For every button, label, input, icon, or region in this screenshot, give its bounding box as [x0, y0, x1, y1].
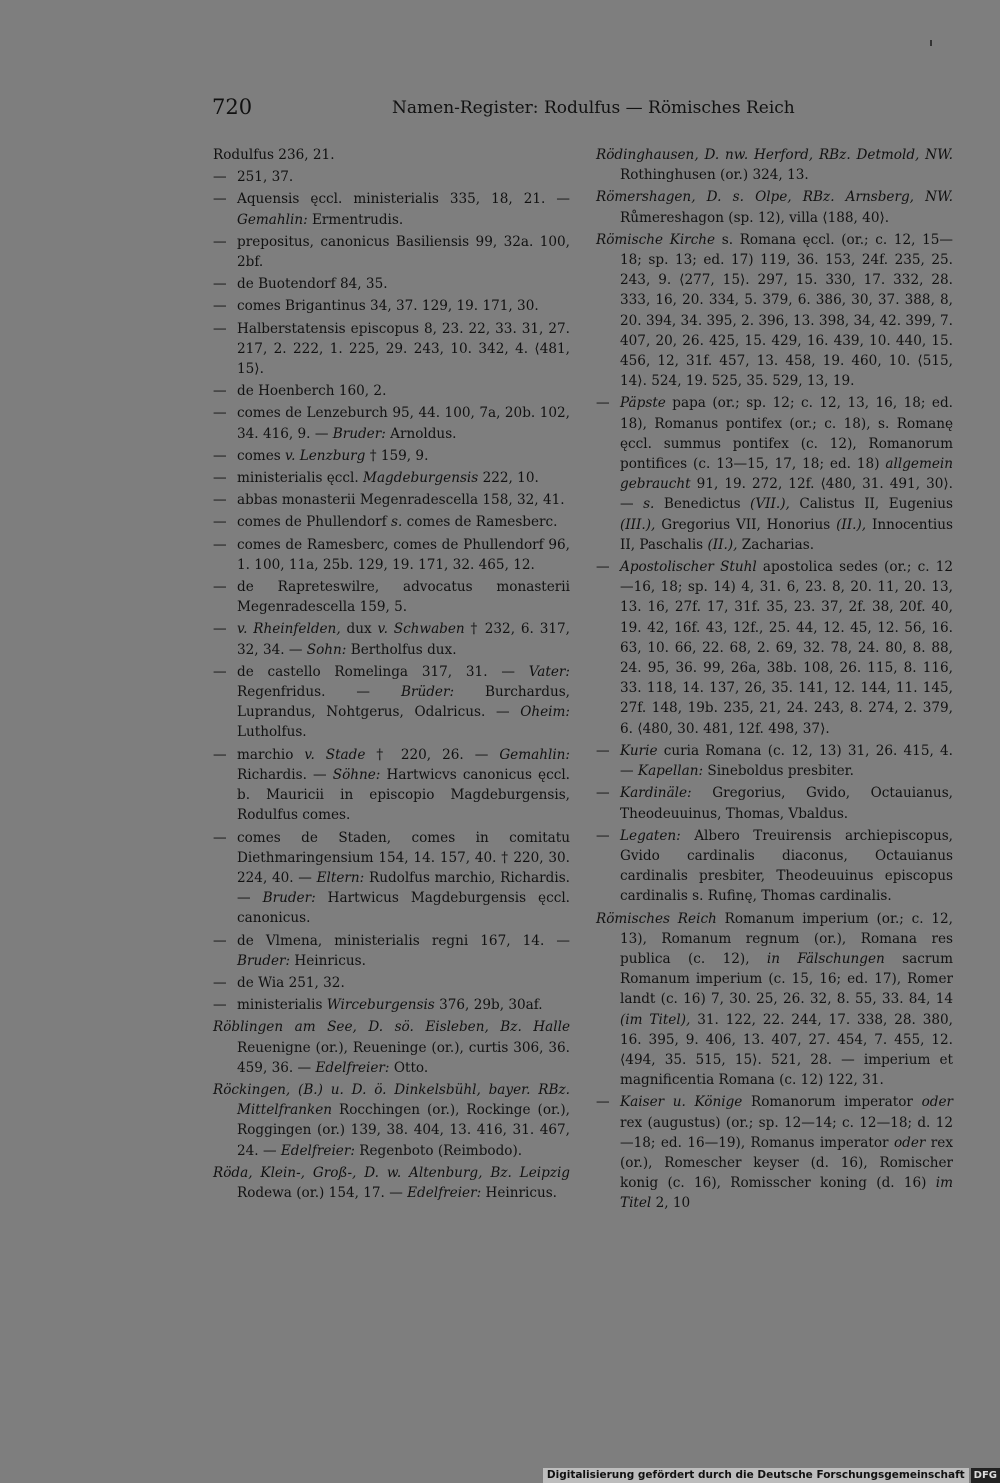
entry-text: de castello Romelinga 317, 31. —: [237, 663, 529, 680]
index-entry: [213, 145, 570, 165]
entry-text: comes de Phullendorf: [237, 514, 391, 531]
italic-text: oder: [893, 1134, 926, 1151]
italic-text: Kardinäle:: [620, 785, 692, 802]
italic-text: Magdeburgensis: [363, 470, 479, 487]
entry-text: Hartwicus Magdeburgensis ęccl. canonicus.: [237, 890, 570, 927]
italic-text: (II.),: [836, 516, 867, 533]
italic-text: Röckingen, (B.) u. D. ö. Dinkelsbühl, bayer. RBz. Mittelfranken: [213, 1081, 570, 1119]
index-subentry: [213, 232, 570, 272]
entry-text: Otto.: [389, 1059, 429, 1076]
entry-text: comes de Staden, comes in comitatu Diethmaringensium 154, 14. 157, 40. † 220, 30. 224, 40. —: [237, 829, 570, 886]
subentry-dash: —: [213, 405, 227, 422]
left-column: [213, 145, 570, 1205]
subentry-dash: —: [596, 742, 610, 759]
italic-text: Kaiser u. Könige: [620, 1094, 743, 1111]
subentry-dash: —: [213, 997, 227, 1014]
entry-text: sacrum Romanum imperium (c. 15, 16; ed. 17), Romer landt (c. 16) 7, 30. 25, 26. 32, 8. 55, 33. 84, 14: [620, 950, 953, 1008]
italic-text: Oheim:: [520, 704, 570, 721]
entry-text: Bertholfus dux.: [346, 641, 457, 658]
italic-text: Sohn:: [306, 641, 347, 658]
subentry-dash: —: [213, 169, 227, 186]
index-subentry: [213, 167, 570, 187]
right-column: [596, 145, 953, 1216]
italic-text: v. Rheinfelden,: [237, 621, 341, 638]
entry-text: Rudolfus marchio, Richardis. —: [237, 869, 570, 907]
entry-text: Burchardus, Luprandus, Nohtgerus, Odalricus. —: [237, 684, 570, 721]
index-subentry: [213, 745, 570, 826]
italic-text: Söhne:: [332, 766, 381, 783]
italic-text: allgemein gebraucht: [620, 456, 953, 493]
subentry-dash: —: [213, 746, 227, 763]
entry-text: Calistus II, Eugenius: [789, 496, 953, 513]
entry-text: Aquensis ęccl. ministerialis 335, 18, 21. —: [237, 191, 570, 208]
italic-text: (III.),: [620, 516, 656, 533]
subentry-dash: —: [213, 492, 227, 509]
italic-text: s.: [643, 496, 655, 513]
italic-text: Kapellan:: [637, 763, 704, 780]
subentry-dash: —: [596, 827, 610, 844]
italic-text: Gemahlin:: [237, 211, 308, 228]
footer-bar: [546, 1468, 1000, 1483]
italic-text: Röblingen am See, D. sö. Eisleben, Bz. Halle: [213, 1019, 570, 1036]
italic-text: (im Titel),: [620, 1011, 691, 1028]
entry-text: † 220, 26. —: [365, 746, 500, 763]
index-subentry: [213, 828, 570, 929]
index-entry: [213, 1017, 570, 1078]
index-subentry: [596, 557, 953, 739]
italic-text: im Titel: [620, 1175, 953, 1212]
entry-text: Regenboto (Reimbodo).: [354, 1142, 523, 1159]
italic-text: Wirceburgensis: [326, 997, 435, 1014]
subentry-dash: —: [596, 785, 610, 802]
entry-text: Romanorum imperator: [742, 1094, 922, 1111]
index-entry: [213, 1080, 570, 1161]
entry-text: prepositus, canonicus Basiliensis 99, 32a. 100, 2bf.: [237, 233, 570, 271]
index-subentry: [213, 274, 570, 294]
entry-text: Sineboldus presbiter.: [703, 763, 854, 780]
italic-text: Bruder:: [262, 890, 316, 907]
entry-text: 222, 10.: [478, 470, 539, 487]
entry-text: Rothinghusen (or.) 324, 13.: [620, 167, 809, 184]
running-head: Namen-Register: Rodulfus — Römisches Reich: [392, 98, 795, 118]
italic-text: v. Lenzburg: [285, 447, 366, 464]
entry-text: † 159, 9.: [365, 447, 429, 464]
entry-text: curia Romana (c. 12, 13) 31, 26. 415, 4. —: [620, 742, 953, 780]
subentry-dash: —: [213, 233, 227, 250]
entry-text: 251, 37.: [237, 169, 294, 186]
index-subentry: [213, 577, 570, 617]
italic-text: (II.),: [707, 536, 738, 553]
index-subentry: [213, 189, 570, 229]
entry-text: ministerialis: [237, 997, 327, 1014]
entry-text: Heinricus.: [481, 1184, 558, 1201]
italic-text: Bruder:: [332, 425, 386, 442]
entry-text: Ermentrudis.: [307, 211, 404, 228]
subentry-dash: —: [213, 621, 227, 638]
entry-text: 91, 19. 272, 12f. ⟨480, 31. 491, 30⟩. —: [620, 476, 953, 513]
dfg-logo: DFG: [971, 1468, 1000, 1483]
index-entry: [596, 230, 953, 392]
subentry-dash: —: [596, 395, 610, 412]
italic-text: oder: [921, 1094, 953, 1111]
index-subentry: [213, 512, 570, 532]
italic-text: Kurie: [620, 742, 658, 759]
entry-text: s. Romana ęccl. (or.; c. 12, 15—18; sp. 13; ed. 17) 119, 36. 153, 24f. 235, 25. 243, 9. ⟨277, 15⟩. 297, 15. 330, 17. 332, 28. 333, 16, 20. 334, 5. 379, 6. 386, 30, 37. 388, 8, 20. 394, 34. 395, 2. 396, 13. 398, 34, 42. 399, 7. 407, 20, 26. 425, 15. 429, 16. 439, 10. 440, 15. 456, 12, 31f. 457, 13. 458, 19. 460, 10. ⟨515, 14⟩. 524, 19. 525, 35. 529, 13, 19.: [620, 231, 953, 390]
entry-text: Rodulfus 236, 21.: [213, 147, 335, 163]
index-entry: [213, 1163, 570, 1203]
entry-text: apostolica sedes (or.; c. 12—16, 18; sp. 14) 4, 31. 6, 23. 8, 20. 11, 20. 13, 13. 16, 27f. 17, 31f. 35, 23. 37, 2f. 38, 20f. 40, 19. 42, 16f. 43, 12f., 25. 44, 12. 45, 12. 56, 16. 63, 10. 66, 22. 68, 2. 69, 32. 78, 24. 80, 8. 88, 24. 95, 36. 99, 26a, 38b. 108, 26. 115, 8. 116, 33. 118, 14. 137, 26, 35. 141, 12. 144, 11. 145, 27f. 148, 19b. 235, 21, 24. 243, 8. 274, 2. 379, 6. ⟨480, 30. 481, 12f. 498, 37⟩.: [620, 559, 953, 737]
entry-text: Rocchingen (or.), Rockinge (or.), Roggingen (or.) 139, 38. 404, 13. 416, 31. 467, 24. —: [237, 1102, 570, 1159]
italic-text: Römisches Reich: [596, 910, 717, 927]
entry-text: abbas monasterii Megenradescella 158, 32, 41.: [237, 492, 565, 509]
subentry-dash: —: [213, 514, 227, 531]
italic-text: Eltern:: [316, 869, 365, 886]
italic-text: v. Stade: [304, 746, 366, 763]
subentry-dash: —: [213, 320, 227, 337]
entry-text: Gregorius, Gvido, Octauianus, Theodeuuinus, Thomas, Vbaldus.: [620, 785, 953, 822]
italic-text: Legaten:: [620, 827, 681, 844]
entry-text: comes de Ramesberc.: [402, 514, 558, 531]
index-subentry: [596, 741, 953, 781]
subentry-dash: —: [213, 276, 227, 293]
subentry-dash: —: [213, 383, 227, 400]
index-subentry: [213, 662, 570, 743]
index-subentry: [213, 403, 570, 443]
entry-text: rex (augustus) (or.; sp. 12—14; c. 12—18; d. 12—18; ed. 16—19), Romanus imperator: [620, 1114, 953, 1151]
index-subentry: [213, 296, 570, 316]
index-subentry: [596, 826, 953, 907]
entry-text: Innocentius II, Paschalis: [620, 516, 953, 553]
entry-text: 2, 10: [651, 1195, 691, 1212]
entry-text: comes de Ramesberc, comes de Phullendorf 96, 1. 100, 11a, 25b. 129, 19. 171, 32. 465, 12.: [237, 536, 570, 573]
entry-text: de Wia 251, 32.: [237, 974, 345, 991]
subentry-dash: —: [213, 298, 227, 315]
entry-text: ministerialis ęccl.: [237, 470, 364, 487]
index-subentry: [213, 468, 570, 488]
entry-text: de Rapreteswilre, advocatus monasterii Megenradescella 159, 5.: [237, 579, 570, 616]
page-number: 720: [212, 95, 253, 119]
entry-text: 376, 29b, 30af.: [434, 997, 543, 1014]
italic-text: v. Schwaben: [377, 621, 465, 638]
entry-text: Heinricus.: [290, 952, 366, 969]
entry-text: 31. 122, 22. 244, 17. 338, 28. 380, 16. 395, 9. 406, 13. 407, 27. 454, 7. 455, 12. ⟨494, 35. 515, 15⟩. 521, 28. — imperium et magnificentia Romana (c. 12) 122, 31.: [620, 1011, 953, 1089]
subentry-dash: —: [213, 447, 227, 464]
italic-text: Rödinghausen, D. nw. Herford, RBz. Detmold, NW.: [596, 147, 953, 163]
subentry-dash: —: [213, 663, 227, 680]
entry-text: Regenfridus. —: [237, 684, 401, 701]
index-entry: [596, 187, 953, 227]
scan-mark: [930, 40, 932, 46]
italic-text: Brüder:: [400, 684, 455, 701]
subentry-dash: —: [213, 829, 227, 846]
entry-text: comes de Lenzeburch 95, 44. 100, 7a, 20b. 102, 34. 416, 9. —: [237, 405, 570, 442]
entry-text: dux: [340, 621, 378, 638]
entry-text: Reuenigne (or.), Reueninge (or.), curtis 306, 36. 459, 36. —: [237, 1039, 570, 1076]
index-subentry: [596, 1092, 953, 1213]
entry-text: Halberstatensis episcopus 8, 23. 22, 33. 31, 27. 217, 2. 222, 1. 225, 29. 243, 10. 342, 4. ⟨481, 15⟩.: [237, 320, 570, 378]
italic-text: Päpste: [620, 395, 666, 412]
entry-text: Gregorius VII, Honorius: [655, 516, 837, 533]
italic-text: Apostolischer Stuhl: [620, 559, 757, 576]
entry-text: de Vlmena, ministerialis regni 167, 14. —: [237, 932, 570, 949]
entry-text: de Hoenberch 160, 2.: [237, 383, 387, 400]
entry-text: marchio: [237, 746, 305, 763]
entry-text: rex (or.), Romescher keyser (d. 16), Romischer konig (c. 16), Romisscher koning (d. 16): [620, 1134, 954, 1192]
italic-text: Röda, Klein-, Groß-, D. w. Altenburg, Bz. Leipzig: [213, 1164, 570, 1181]
index-subentry: [596, 393, 953, 555]
entry-text: Richardis. —: [237, 766, 333, 783]
subentry-dash: —: [213, 536, 227, 553]
index-subentry: [213, 931, 570, 971]
index-subentry: [213, 619, 570, 659]
italic-text: Edelfreier:: [280, 1142, 355, 1159]
entry-text: Arnoldus.: [385, 425, 457, 442]
subentry-dash: —: [213, 191, 227, 208]
italic-text: Gemahlin:: [499, 746, 570, 763]
index-subentry: [213, 973, 570, 993]
italic-text: s.: [391, 514, 403, 531]
italic-text: Edelfreier:: [315, 1059, 390, 1076]
italic-text: Römische Kirche: [596, 231, 716, 248]
index-entry: [596, 145, 953, 185]
italic-text: (VII.),: [750, 496, 790, 513]
entry-text: papa (or.; sp. 12; c. 12, 13, 16, 18; ed. 18), Romanus pontifex (or.; c. 18), s. Romanę ęccl. summus pontifex (c. 12), Romanorum pontifices (c. 13—15, 17, 18; ed. 18): [620, 395, 953, 473]
subentry-dash: —: [596, 1094, 610, 1111]
subentry-dash: —: [213, 974, 227, 991]
entry-text: Benedictus: [654, 496, 751, 513]
footer-credit: Digitalisierung gefördert durch die Deutsche Forschungsgemeinschaft: [543, 1468, 969, 1483]
index-subentry: [213, 490, 570, 510]
index-subentry: [213, 535, 570, 575]
subentry-dash: —: [213, 579, 227, 596]
italic-text: Edelfreier:: [407, 1184, 482, 1201]
entry-text: Albero Treuirensis archiepiscopus, Gvido cardinalis diaconus, Octauianus cardinalis presbiter, Theodeuuinus episcopus cardinalis s. Rufinę, Thomas cardinalis.: [620, 827, 953, 905]
index-subentry: [596, 783, 953, 823]
italic-text: Römershagen, D. s. Olpe, RBz. Arnsberg, NW.: [596, 189, 953, 206]
index-subentry: [213, 319, 570, 380]
subentry-dash: —: [213, 470, 227, 487]
entry-text: † 232, 6. 317, 32, 34. —: [237, 621, 570, 658]
entry-text: Růmereshagon (sp. 12), villa ⟨188, 40⟩.: [620, 209, 890, 226]
subentry-dash: —: [213, 932, 227, 949]
italic-text: Vater:: [528, 663, 570, 680]
entry-text: de Buotendorf 84, 35.: [237, 276, 388, 293]
entry-text: Zacharias.: [737, 536, 815, 553]
entry-text: Lutholfus.: [237, 724, 307, 741]
subentry-dash: —: [596, 559, 610, 576]
index-subentry: [213, 381, 570, 401]
entry-text: Hartwicvs canonicus ęccl. b. Mauricii in episcopio Magdeburgensis, Rodulfus comes.: [237, 766, 570, 824]
entry-text: comes Brigantinus 34, 37. 129, 19. 171, 30.: [237, 298, 539, 315]
italic-text: Bruder:: [237, 952, 291, 969]
index-entry: [596, 909, 953, 1091]
entry-text: Romanum imperium (or.; c. 12, 13), Romanum regnum (or.), Romana res publica (c. 12),: [620, 910, 953, 967]
entry-text: comes: [237, 447, 286, 464]
italic-text: in Fälschungen: [766, 950, 885, 967]
index-subentry: [213, 446, 570, 466]
index-subentry: [213, 995, 570, 1015]
entry-text: Rodewa (or.) 154, 17. —: [237, 1184, 408, 1201]
